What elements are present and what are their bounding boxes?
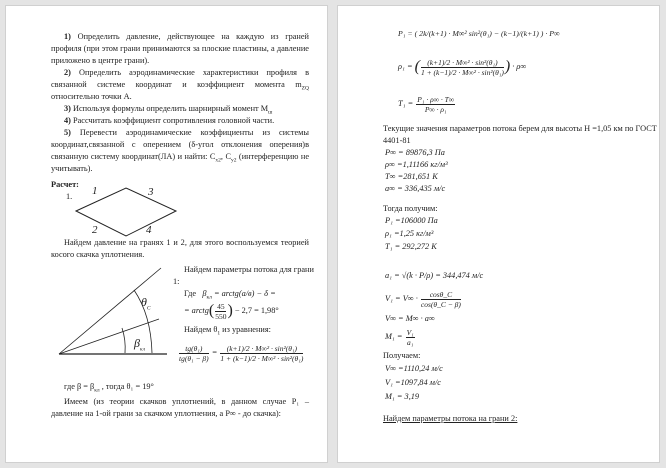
gost-text: 4401-81: [383, 136, 411, 145]
calc-heading: Расчет:: [51, 180, 79, 189]
oblique-shock-diagram: [54, 265, 174, 360]
beta-formula: Где $\beta_{кл}$ = arctg(a/в) − δ =: [184, 289, 276, 301]
theta-c-label: $\theta_C$: [141, 295, 151, 312]
v1-value: V₁ =1097,84 м/c: [385, 378, 441, 387]
p-inf-value: P∞ = 89876,3 Па: [385, 148, 445, 157]
task-4: 4) Рассчитать коэффициент сопротивления головной части.: [64, 116, 275, 125]
v1-formula: V₁ = V∞ · $\frac{\cos\theta\_C}{\cos(\theta\_C - \beta)}$: [385, 289, 461, 309]
item-number: 1.: [66, 192, 73, 201]
document-page-2: [337, 5, 660, 463]
task-1: 1) Определить давление, действующее на каждую из граней профиля (при этом грани принимаются за плоские пластины, а давление приложено в центре грани).: [51, 32, 309, 65]
task-3: 3) Используя формулы определить шарнирный момент $M_ш$: [64, 104, 273, 116]
task-5: 5) Перевести аэродинамические коэффициенты из системы координат,связанной с оперением (δ-угол отклонения оперения)в связанную систему координат(ЛА) и найти: $C_{x2}$, $C_{y2}$ (интерференцию не учитывать).: [51, 128, 310, 173]
face-label-4: 4: [146, 224, 152, 236]
a1-formula: a₁ = √(k · P/ρ) = 344,474 м/c: [385, 271, 484, 280]
task-2: 2) Определить аэродинамические характеристики профиля в связанной системе координат и коэффициент момента $m_{ZQ}$ относительно точки А.: [51, 68, 309, 101]
face-label-2: 2: [92, 224, 98, 236]
flow-params-text: Найдем параметры потока для грани: [184, 265, 314, 274]
flow-params-num: 1:: [173, 277, 180, 286]
face2-heading: Найдем параметры потока на грани 2:: [383, 414, 518, 423]
pressure-text: Найдем давление на гранях 1 и 2, для этого воспользуемся теорией косого скачка уплотнения.: [51, 238, 309, 259]
obtain-text: Получаем:: [383, 351, 421, 360]
have-text: Имеем (из теории скачков уплотнений, в данном случае P₁ – давление на 1-ой грани за скачком уплотнения, а P∞ - до скачка):: [51, 397, 309, 418]
v-inf-formula: V∞ = M∞ · a∞: [385, 314, 435, 323]
t-inf-value: T∞ =281,651 K: [385, 172, 438, 181]
t1-value: T₁ = 292,272 K: [385, 242, 437, 251]
profile-diamond-diagram: [66, 183, 186, 243]
theta-find-text: Найдем $\theta_1$ из уравнения:: [184, 325, 271, 337]
a-inf-value: a∞ = 336,435 м/c: [385, 184, 446, 193]
task-list: [51, 31, 309, 203]
theta-equation: $\frac{\text{tg(θ₁)}}{\text{tg(θ₁ − β)}}$ = $\frac{\text{(k+1)/2 · M∞² · sin²(θ₁)}}{\text{1 + (k−1)/2 · M∞² · sin²(θ₁)}}$: [179, 343, 304, 363]
face-label-1: 1: [92, 185, 98, 197]
m1-value: M₁ = 3,19: [385, 392, 420, 401]
document-page-1: [5, 5, 328, 463]
rho-inf-value: ρ∞ =1,11166 кг/м³: [385, 160, 448, 169]
rho1-value: ρ₁ =1,25 кг/м³: [385, 229, 434, 238]
then-get-text: Тогда получим:: [383, 204, 438, 213]
t1-formula: T₁ = $\frac{\text{P₁ · ρ∞ · T∞}}{\text{P∞ · ρ₁}}$: [398, 94, 455, 114]
p1-formula: P₁ = ( 2k/(k+1) · M∞² sin²(θ₁) − (k−1)/(k+1) ) · P∞: [398, 29, 560, 38]
rho1-formula: ρ₁ = ( $\frac{\text{(k+1)/2 · M∞² · sin²(θ₁)}}{\text{1 + (k−1)/2 · M∞² · sin²(θ₁)}}$ ) · ρ∞: [398, 57, 527, 77]
p1-value: P₁ =106000 Па: [385, 216, 438, 225]
face-label-3: 3: [148, 186, 154, 198]
diamond-shape: [76, 188, 176, 236]
where-beta-text: где $\beta = \beta_{кл}$ , тогда θ₁ = 19°: [64, 382, 154, 394]
beta-calculation: = arctg( $\frac{45}{550}$ ) − 2,7 = 1,98°: [184, 301, 279, 321]
v-inf-value: V∞ =1110,24 м/c: [385, 364, 443, 373]
m1-formula: M₁ = $\frac{\text{V₁}}{\text{a₁}}$: [385, 327, 414, 347]
current-values-text: Текущие значения параметров потока берем для высоты H =1,05 км по ГОСТ: [383, 124, 657, 133]
beta-label: $\beta_{кл}$: [134, 336, 146, 353]
